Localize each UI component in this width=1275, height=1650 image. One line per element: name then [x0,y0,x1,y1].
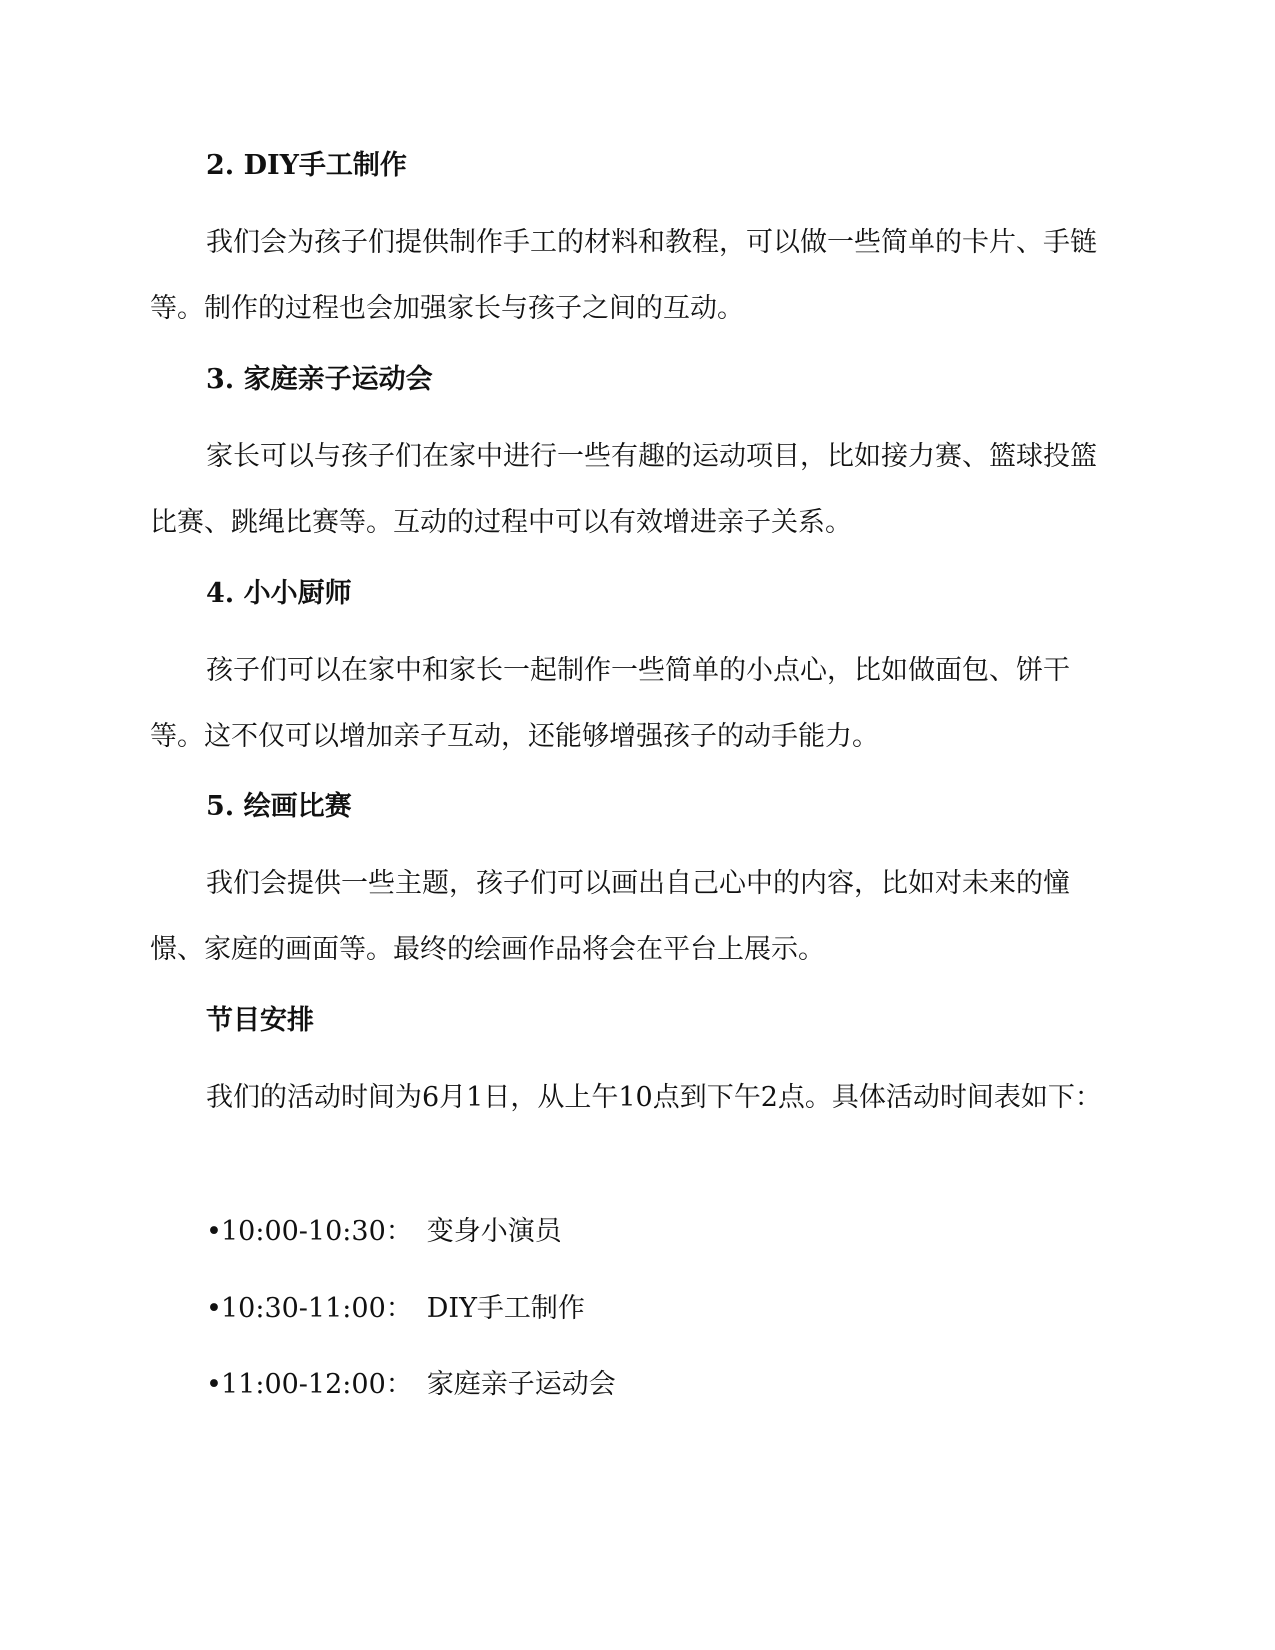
schedule-activity: 家庭亲子运动会 [426,1369,616,1400]
schedule-heading: 节目安排 [206,1005,314,1036]
bullet-dot: • [206,1216,222,1247]
section-paragraph-diy: 我们会为孩子们提供制作手工的材料和教程，可以做一些简单的卡片、手链等。制作的过程也会加强家长与孩子之间的互动。 [150,227,1097,324]
schedule-activity: DIY手工制作 [426,1293,585,1324]
schedule-time: 11:00-12:00： [221,1369,413,1400]
bullet-dot: • [206,1369,222,1400]
schedule-item [206,1291,585,1327]
schedule-item [206,1367,616,1403]
schedule-intro: 我们的活动时间为6月1日，从上午10点到下午2点。具体活动时间表如下： [206,1082,1102,1113]
section-heading-drawing: 5. 绘画比赛 [206,791,352,822]
schedule-time: 10:30-11:00： [221,1293,413,1324]
schedule-activity: 变身小演员 [426,1216,562,1247]
schedule-time: 10:00-10:30： [221,1216,413,1247]
section-heading-chef: 4. 小小厨师 [206,578,352,609]
section-paragraph-sports: 家长可以与孩子们在家中进行一些有趣的运动项目，比如接力赛、篮球投篮比赛、跳绳比赛等。互动的过程中可以有效增进亲子关系。 [150,441,1097,538]
section-heading-diy: 2. DIY手工制作 [206,150,407,181]
bullet-dot: • [206,1293,222,1324]
schedule-item [206,1214,562,1250]
section-paragraph-chef: 孩子们可以在家中和家长一起制作一些简单的小点心，比如做面包、饼干等。这不仅可以增加亲子互动，还能够增强孩子的动手能力。 [150,655,1070,752]
section-paragraph-drawing: 我们会提供一些主题，孩子们可以画出自己心中的内容，比如对未来的憧憬、家庭的画面等。最终的绘画作品将会在平台上展示。 [150,868,1070,965]
section-heading-sports: 3. 家庭亲子运动会 [206,364,433,395]
